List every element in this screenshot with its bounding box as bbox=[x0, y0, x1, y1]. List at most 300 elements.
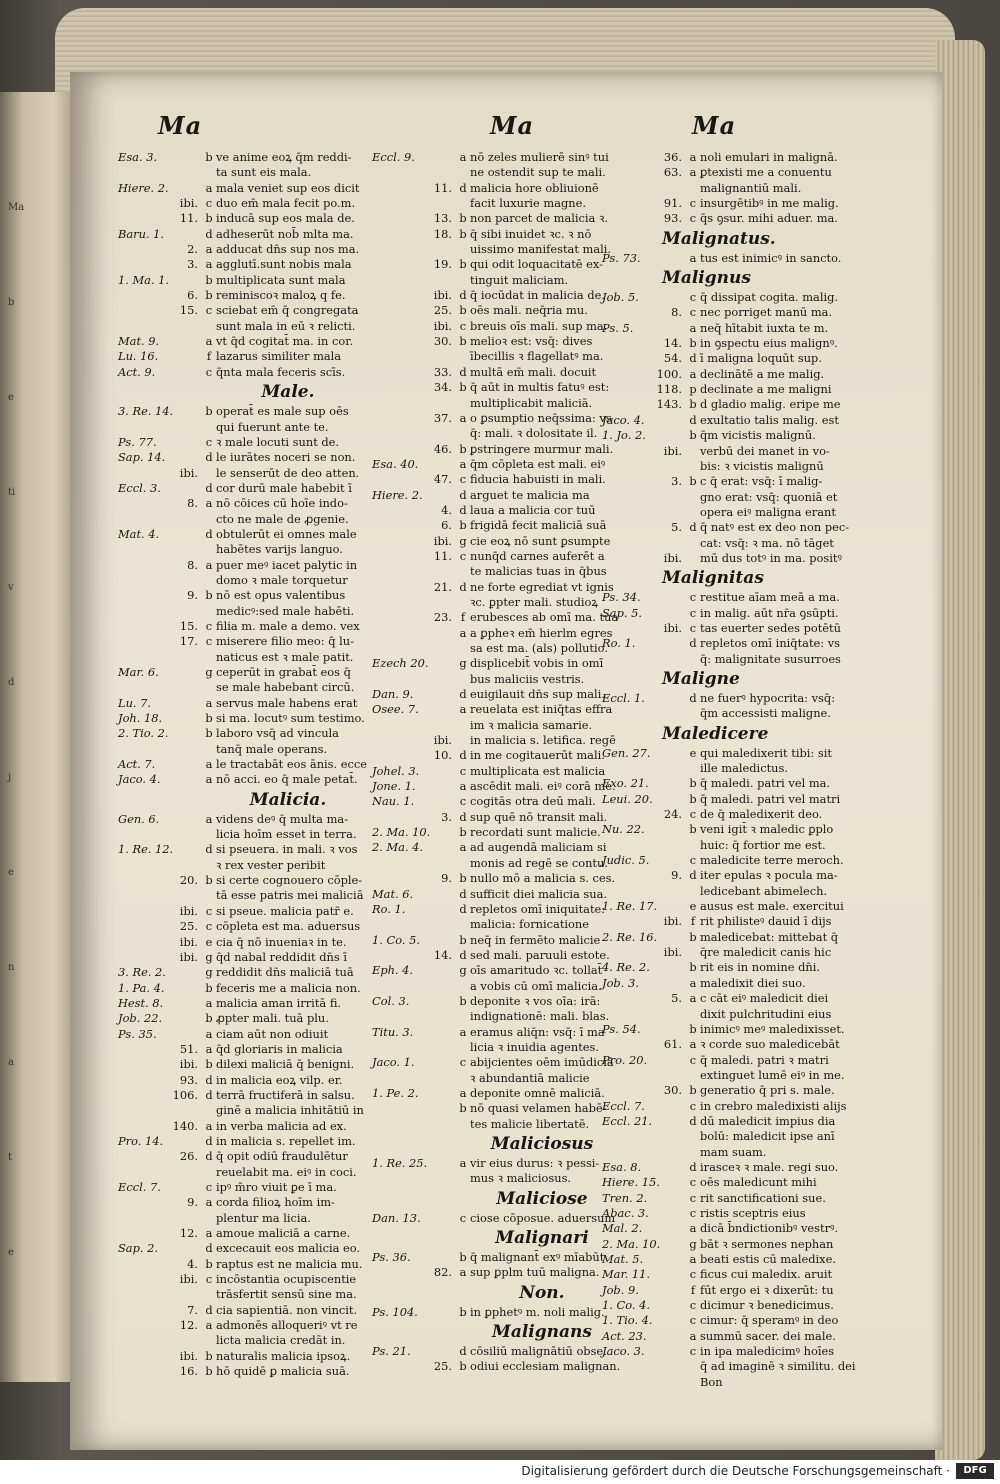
section-letter: b bbox=[205, 1256, 213, 1271]
book-reference: 2. Ma. 10. bbox=[602, 1236, 661, 1251]
chapter-number bbox=[424, 718, 456, 733]
concordance-line bbox=[602, 305, 912, 320]
quotation-text: q̄m accessisti maligne. bbox=[700, 706, 831, 721]
quotation-text: terrā fructiferā in salsu. bbox=[216, 1087, 355, 1102]
chapter-number bbox=[170, 772, 202, 787]
quotation-text: mus ꝛ maliciosus. bbox=[470, 1171, 572, 1186]
concordance-line bbox=[118, 919, 398, 934]
section-letter bbox=[686, 884, 700, 899]
book-reference bbox=[602, 1129, 654, 1144]
book-reference: Eccl. 21. bbox=[602, 1113, 653, 1128]
section-letter: d bbox=[205, 1087, 213, 1102]
quotation-text: dicā b̄ndictionibꝰ vestrꝰ. bbox=[700, 1221, 839, 1236]
section-letter bbox=[202, 1333, 216, 1348]
book-reference bbox=[602, 838, 654, 853]
section-letter: a bbox=[205, 1041, 213, 1056]
concordance-line bbox=[118, 1119, 398, 1134]
left-page-glyph: Ma bbox=[8, 202, 25, 213]
section-letter: d bbox=[689, 520, 697, 535]
quotation-text: ceperūt in grabat̄ eos q̄ bbox=[216, 665, 351, 679]
section-letter: b bbox=[689, 336, 697, 351]
section-letter bbox=[202, 888, 216, 903]
entry-heading: Malignitas bbox=[662, 568, 764, 589]
chapter-number bbox=[424, 702, 456, 717]
book-reference bbox=[118, 242, 170, 257]
chapter-number: 24. bbox=[663, 807, 682, 822]
book-reference bbox=[118, 827, 170, 842]
book-reference bbox=[118, 904, 170, 919]
chapter-number: 25. bbox=[433, 303, 452, 318]
book-reference: Esa. 40. bbox=[372, 456, 419, 471]
quotation-text: ficus cui maledix. aruit bbox=[700, 1267, 833, 1282]
concordance-line bbox=[602, 691, 912, 706]
quotation-text: cimur: q̄ speramꝰ in deo bbox=[700, 1313, 839, 1328]
concordance-line bbox=[602, 960, 912, 975]
book-reference: 1. Re. 25. bbox=[372, 1156, 428, 1170]
concordance-line bbox=[602, 606, 912, 621]
book-reference bbox=[602, 367, 654, 382]
book-reference: Ps. 73. bbox=[602, 250, 641, 265]
quotation-text: si pseue. malicia patr̄ e. bbox=[216, 903, 354, 918]
book-reference bbox=[602, 196, 654, 211]
quotation-text: q̄ maledi. patri vel matri bbox=[700, 791, 841, 806]
chapter-number bbox=[654, 505, 686, 520]
book-reference bbox=[372, 518, 424, 533]
quotation-text: ꝛ rex vester peribit bbox=[216, 857, 326, 872]
quotation-text: sup ꝑplm tuū maligna. bbox=[470, 1265, 600, 1280]
chapter-number bbox=[424, 273, 456, 288]
book-reference bbox=[602, 444, 654, 459]
book-reference bbox=[372, 380, 424, 395]
chapter-number: 11. bbox=[179, 211, 198, 226]
chapter-number: ibi. bbox=[179, 196, 198, 211]
book-reference bbox=[118, 619, 170, 634]
book-reference bbox=[118, 1287, 170, 1302]
quotation-text: filia m. male a demo. vex bbox=[216, 618, 360, 633]
quotation-text: nō quasi velamen habē- bbox=[470, 1101, 607, 1116]
concordance-line bbox=[602, 490, 912, 505]
book-reference bbox=[372, 549, 424, 564]
section-letter: d bbox=[459, 901, 467, 916]
concordance-line bbox=[602, 1145, 912, 1160]
book-reference: Lu. 7. bbox=[118, 695, 152, 710]
book-reference bbox=[372, 917, 424, 932]
book-reference bbox=[118, 542, 170, 557]
book-reference: Ps. 54. bbox=[602, 1021, 641, 1036]
chapter-number: 3. bbox=[441, 809, 452, 824]
concordance-line bbox=[118, 1165, 398, 1180]
chapter-number bbox=[654, 606, 686, 621]
quotation-text: sed mali. paruuli estote. bbox=[470, 947, 610, 962]
chapter-number bbox=[654, 899, 686, 914]
book-reference: Ro. 1. bbox=[602, 636, 636, 651]
quotation-text: ristis sceptris eius bbox=[700, 1205, 806, 1220]
book-page bbox=[70, 72, 942, 1450]
quotation-text: rit sanctificationi sue. bbox=[700, 1190, 826, 1205]
section-letter bbox=[456, 1117, 470, 1132]
quotation-text: indignationē: mali. blas. bbox=[470, 1009, 610, 1024]
quotation-text: q̄re maledicit canis hic bbox=[700, 945, 832, 960]
section-letter: a bbox=[459, 456, 467, 471]
concordance-line bbox=[118, 812, 398, 827]
concordance-line bbox=[602, 196, 912, 211]
book-reference: Sap. 14. bbox=[118, 450, 166, 465]
section-letter bbox=[456, 273, 470, 288]
chapter-number bbox=[654, 853, 686, 868]
concordance-line bbox=[118, 303, 398, 318]
column-header: Ma bbox=[158, 111, 203, 140]
chapter-number: 106. bbox=[172, 1087, 198, 1102]
concordance-line bbox=[602, 290, 912, 305]
left-page-glyph: e bbox=[8, 392, 14, 403]
entry-heading: Malignari bbox=[495, 1228, 589, 1249]
concordance-line bbox=[118, 1241, 398, 1256]
book-reference bbox=[118, 1303, 170, 1318]
section-letter: c bbox=[689, 1313, 697, 1328]
quotation-text: repletos omī iniq̄tate: vs bbox=[700, 636, 841, 651]
book-reference: 1. Re. 17. bbox=[602, 899, 658, 914]
section-letter: b bbox=[459, 932, 467, 947]
quotation-text: in malicia s. letifica. regē bbox=[470, 733, 616, 748]
chapter-number bbox=[424, 1009, 456, 1024]
concordance-line bbox=[602, 761, 912, 776]
chapter-number: 118. bbox=[656, 382, 682, 397]
quotation-text: nō est opus valentibus bbox=[216, 588, 346, 603]
book-reference bbox=[602, 1037, 654, 1052]
chapter-number bbox=[654, 536, 686, 551]
section-letter: b bbox=[205, 588, 213, 603]
chapter-number bbox=[170, 181, 202, 196]
left-facing-page bbox=[0, 92, 78, 1382]
chapter-number bbox=[424, 595, 456, 610]
section-letter: d bbox=[689, 868, 697, 883]
chapter-number: 8. bbox=[671, 305, 682, 320]
section-letter: c bbox=[689, 620, 697, 635]
quotation-text: bis: ꝛ vicistis malignū bbox=[700, 458, 824, 473]
chapter-number: ibi. bbox=[179, 1348, 198, 1363]
chapter-number bbox=[654, 1206, 686, 1221]
chapter-number bbox=[424, 426, 456, 441]
book-reference: Mar. 11. bbox=[602, 1267, 651, 1282]
quotation-text: qui maledixerit tibi: sit bbox=[700, 745, 832, 760]
book-reference bbox=[372, 349, 424, 364]
book-reference: Mat. 5. bbox=[602, 1252, 644, 1266]
quotation-text: q̄ ad imaginē ꝛ similitu. dei bbox=[700, 1359, 856, 1374]
chapter-number bbox=[424, 396, 456, 411]
section-letter: a bbox=[689, 1328, 697, 1343]
quotation-text: habētes varijs languo. bbox=[216, 542, 343, 557]
chapter-number bbox=[170, 842, 202, 857]
concordance-line bbox=[602, 459, 912, 474]
book-reference bbox=[602, 914, 654, 929]
quotation-text: obtulerūt ei omnes male bbox=[216, 526, 357, 541]
quotation-text: ꝑstringere murmur mali. bbox=[470, 441, 614, 456]
section-letter: a bbox=[205, 1318, 213, 1333]
quotation-text: fūt ergo ei ꝛ dixerūt: tu bbox=[700, 1282, 834, 1297]
book-reference bbox=[602, 652, 654, 667]
quotation-text: oīs amaritudo ꝛc. tollat̄ bbox=[470, 963, 603, 978]
section-letter: c bbox=[205, 903, 213, 918]
chapter-number bbox=[654, 1329, 686, 1344]
section-letter bbox=[202, 604, 216, 619]
section-letter: g bbox=[459, 963, 467, 978]
chapter-number bbox=[424, 764, 456, 779]
quotation-text: q̄ dissipat cogita. malig. bbox=[700, 290, 839, 305]
book-reference bbox=[602, 181, 654, 196]
column-header: Ma bbox=[692, 111, 737, 140]
quotation-text: miserere filio meo: q̄ lu- bbox=[216, 634, 354, 649]
book-reference bbox=[372, 718, 424, 733]
quotation-text: d gladio malig. eripe me bbox=[700, 397, 841, 412]
quotation-text: ꝛ corde suo maledicebāt bbox=[700, 1037, 840, 1052]
chapter-number: 21. bbox=[433, 579, 452, 594]
book-reference bbox=[118, 680, 170, 695]
chapter-number: 10. bbox=[433, 748, 452, 763]
book-reference: Abac. 3. bbox=[602, 1205, 649, 1220]
section-letter bbox=[686, 444, 700, 459]
book-reference: Exo. 21. bbox=[602, 776, 649, 791]
quotation-text: c q̄ erat: vsq̄: ī malig- bbox=[700, 474, 823, 489]
section-letter: d bbox=[459, 947, 467, 962]
book-reference bbox=[602, 1375, 654, 1390]
book-reference: Eccl. 9. bbox=[372, 150, 415, 164]
left-page-glyph: v bbox=[8, 582, 14, 593]
book-reference bbox=[118, 512, 170, 527]
chapter-number bbox=[170, 1134, 202, 1149]
quotation-text: abijcientes oēm imūdiciā bbox=[470, 1055, 614, 1070]
quotation-text: malicia aman irritā fi. bbox=[216, 995, 342, 1010]
section-letter: d bbox=[205, 1302, 213, 1317]
book-reference bbox=[602, 1083, 654, 1098]
quotation-text: rit eis in nomine dn̄i. bbox=[700, 960, 820, 975]
book-reference bbox=[372, 273, 424, 288]
quotation-text: tus est inimicꝰ in sancto. bbox=[700, 250, 842, 265]
quotation-text: q̄m vicistis malignū. bbox=[700, 428, 816, 443]
chapter-number bbox=[654, 1191, 686, 1206]
section-letter: a bbox=[205, 334, 213, 349]
chapter-number bbox=[654, 1068, 686, 1083]
section-letter: c bbox=[689, 1267, 697, 1282]
section-letter: b bbox=[459, 1101, 467, 1116]
book-reference: Jaco. 1. bbox=[372, 1055, 415, 1070]
chapter-number bbox=[170, 334, 202, 349]
section-letter: b bbox=[205, 211, 213, 226]
section-letter bbox=[202, 319, 216, 334]
book-reference bbox=[372, 211, 424, 226]
chapter-number bbox=[424, 1025, 456, 1040]
chapter-number bbox=[424, 1101, 456, 1116]
concordance-line bbox=[602, 505, 912, 520]
concordance-line bbox=[602, 976, 912, 991]
left-page-glyph: n bbox=[8, 962, 15, 973]
section-letter: b bbox=[689, 474, 697, 489]
chapter-number bbox=[424, 672, 456, 687]
quotation-text: repletos omī iniquitate: bbox=[470, 901, 606, 916]
book-reference: Mat. 6. bbox=[372, 886, 414, 901]
quotation-text: ginē a malicia inhitātiū in bbox=[216, 1103, 364, 1118]
book-reference: Job. 3. bbox=[602, 975, 639, 990]
book-reference bbox=[602, 459, 654, 474]
section-letter: a bbox=[459, 840, 467, 855]
section-letter: a bbox=[205, 695, 213, 710]
quotation-text: in ꝑphetꝰ m. noli malig. bbox=[470, 1304, 605, 1319]
quotation-text: monis ad regē se contu. bbox=[470, 855, 608, 870]
chapter-number: 25. bbox=[179, 919, 198, 934]
section-letter: f bbox=[690, 1282, 696, 1297]
chapter-number bbox=[424, 1117, 456, 1132]
section-letter: g bbox=[689, 1236, 697, 1251]
quotation-text: de q̄ maledixerit deo. bbox=[700, 807, 823, 822]
book-reference bbox=[372, 748, 424, 763]
chapter-number bbox=[170, 435, 202, 450]
section-letter: b bbox=[459, 211, 467, 226]
book-reference bbox=[118, 604, 170, 619]
concordance-line bbox=[118, 1333, 398, 1348]
book-reference: Leui. 20. bbox=[602, 791, 653, 806]
entry-heading: Malignans bbox=[492, 1322, 592, 1343]
left-page-glyph: j bbox=[8, 772, 12, 783]
concordance-line bbox=[118, 665, 398, 680]
concordance-line bbox=[118, 1257, 398, 1272]
concordance-line bbox=[118, 1272, 398, 1287]
section-letter: c bbox=[689, 853, 697, 868]
chapter-number bbox=[424, 856, 456, 871]
chapter-number: 11. bbox=[433, 180, 452, 195]
chapter-number bbox=[654, 746, 686, 761]
concordance-line bbox=[118, 1303, 398, 1318]
chapter-number bbox=[424, 1040, 456, 1055]
quotation-text: ascēdit mali. eiꝰ corā me. bbox=[470, 779, 616, 794]
concordance-line bbox=[602, 1283, 912, 1298]
quotation-text: cōsiliū malignātiū obse. bbox=[470, 1344, 607, 1359]
chapter-number bbox=[170, 812, 202, 827]
quotation-text: se male habebant circū. bbox=[216, 680, 355, 695]
quotation-text: servus male habens erat bbox=[216, 695, 358, 710]
concordance-line bbox=[118, 150, 398, 165]
section-letter: b bbox=[459, 1304, 467, 1319]
section-letter: b bbox=[689, 1021, 697, 1036]
footer-bar bbox=[0, 1460, 1000, 1484]
chapter-number: 25. bbox=[433, 1359, 452, 1374]
book-reference bbox=[372, 426, 424, 441]
book-reference bbox=[372, 641, 424, 656]
book-reference bbox=[372, 196, 424, 211]
book-reference: Eccl. 7. bbox=[602, 1098, 645, 1113]
quotation-text: multā em̄ mali. docuit bbox=[470, 364, 597, 379]
book-reference: 1. Pe. 2. bbox=[372, 1085, 419, 1100]
section-letter: p bbox=[689, 382, 697, 397]
left-page-glyph: d bbox=[8, 677, 15, 688]
book-reference bbox=[602, 165, 654, 180]
section-letter: b bbox=[205, 711, 213, 726]
quotation-text: licta malicia credāt in. bbox=[216, 1333, 346, 1348]
quotation-text: c cāt eiꝰ maledicit diei bbox=[700, 991, 829, 1006]
chapter-number bbox=[654, 1298, 686, 1313]
book-reference: Pro. 14. bbox=[118, 1133, 164, 1148]
concordance-line bbox=[118, 512, 398, 527]
section-letter: g bbox=[459, 533, 467, 548]
concordance-line bbox=[602, 536, 912, 551]
section-letter: b bbox=[205, 1057, 213, 1072]
book-reference bbox=[372, 442, 424, 457]
concordance-line bbox=[118, 772, 398, 787]
concordance-line bbox=[602, 181, 912, 196]
quotation-text: summū sacer. dei male. bbox=[700, 1328, 836, 1343]
section-letter: b bbox=[459, 871, 467, 886]
chapter-number: ibi. bbox=[433, 733, 452, 748]
book-reference: Ps. 21. bbox=[372, 1344, 411, 1359]
book-reference bbox=[602, 336, 654, 351]
section-letter bbox=[202, 1165, 216, 1180]
section-letter bbox=[202, 858, 216, 873]
concordance-line bbox=[602, 397, 912, 412]
chapter-number bbox=[170, 365, 202, 380]
section-letter: a bbox=[459, 702, 467, 717]
section-letter: a bbox=[205, 557, 213, 572]
concordance-line bbox=[602, 1237, 912, 1252]
quotation-text: oēs maledicunt mihi bbox=[700, 1175, 817, 1190]
chapter-number: 8. bbox=[187, 496, 198, 511]
book-reference bbox=[118, 1257, 170, 1272]
quotation-text: sunt mala in eū ꝛ relicti. bbox=[216, 318, 356, 333]
quotation-text: vt q̄d cogitat̄ ma. in cor. bbox=[216, 334, 354, 349]
book-reference bbox=[602, 706, 654, 721]
chapter-number bbox=[424, 687, 456, 702]
section-letter: c bbox=[205, 364, 213, 379]
book-reference bbox=[118, 1073, 170, 1088]
book-reference bbox=[372, 1171, 424, 1186]
concordance-line bbox=[118, 680, 398, 695]
section-letter: g bbox=[205, 965, 213, 980]
chapter-number bbox=[424, 1055, 456, 1070]
chapter-number bbox=[424, 994, 456, 1009]
book-reference: 4. Re. 2. bbox=[602, 960, 650, 975]
quotation-text: sufficit diei malicia sua. bbox=[470, 886, 607, 901]
section-letter bbox=[686, 536, 700, 551]
section-letter: f bbox=[690, 914, 696, 929]
concordance-line bbox=[118, 650, 398, 665]
section-letter: a bbox=[689, 250, 697, 265]
concordance-line bbox=[118, 888, 398, 903]
book-reference bbox=[372, 1101, 424, 1116]
quotation-text: q̄: malignitate susurroes bbox=[700, 651, 841, 666]
quotation-text: cie eoꝝ nō sunt ꝑsumpte bbox=[470, 533, 611, 548]
quotation-text: laua a malicia cor tuū bbox=[470, 502, 596, 517]
quotation-text: ne ostendit sup te mali. bbox=[470, 165, 606, 180]
concordance-line bbox=[602, 1129, 912, 1144]
section-letter: a bbox=[689, 150, 697, 164]
quotation-text: domo ꝛ male torquetur bbox=[216, 572, 348, 587]
quotation-text: rit philisteꝰ dauid ī dijs bbox=[700, 914, 832, 929]
chapter-number bbox=[170, 1103, 202, 1118]
quotation-text: dilexi maliciā q̄ benigni. bbox=[216, 1057, 355, 1072]
quotation-text: ausus est male. exercitui bbox=[700, 899, 844, 914]
section-letter: d bbox=[205, 480, 213, 495]
chapter-number bbox=[424, 626, 456, 641]
chapter-number: ibi. bbox=[179, 1057, 198, 1072]
chapter-number: ibi. bbox=[663, 620, 682, 635]
quotation-text: ne forte egrediat vt ignis bbox=[470, 579, 614, 594]
concordance-line bbox=[602, 792, 912, 807]
concordance-line bbox=[602, 351, 912, 366]
section-letter: c bbox=[689, 1298, 697, 1313]
concordance-line bbox=[602, 1313, 912, 1328]
quotation-text: bus maliciis vestris. bbox=[470, 671, 585, 686]
chapter-number bbox=[424, 963, 456, 978]
book-reference bbox=[118, 303, 170, 318]
section-letter: a bbox=[689, 975, 697, 990]
entry-heading: Non. bbox=[519, 1282, 565, 1303]
